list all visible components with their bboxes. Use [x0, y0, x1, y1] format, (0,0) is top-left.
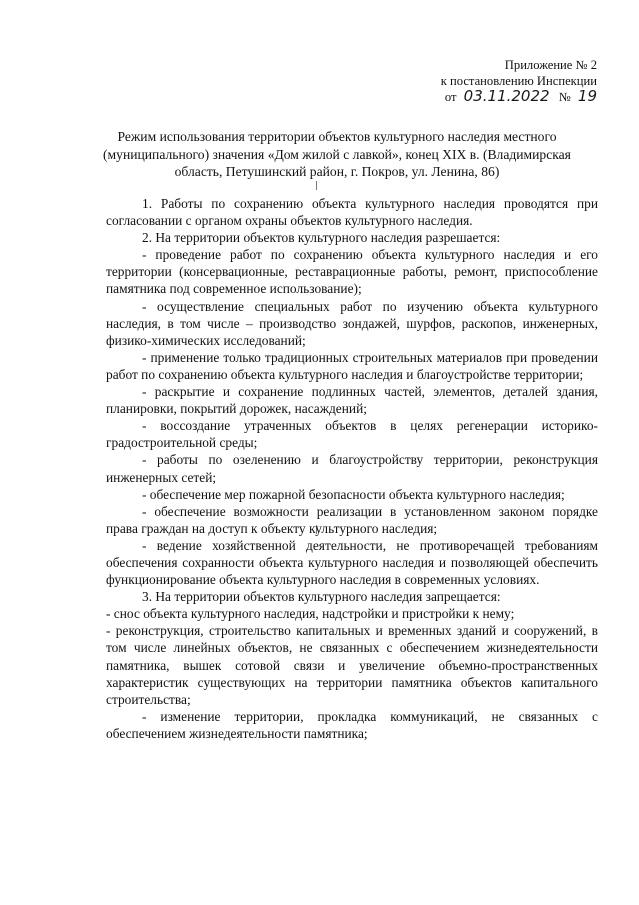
- number-label: №: [558, 90, 571, 104]
- document-body: [106, 195, 598, 742]
- list-item: - реконструкция, строительство капитальных и временных зданий и сооружений, в том числе линейных объектов, не связанных с обеспечением жизнедеятельности памятника, вышек сотовой связи и увеличение объемно-пространственных характеристик существующих на территории памятника объектов капитального строительства;: [106, 623, 598, 707]
- list-item: - воссоздание утраченных объектов в целях регенерации историко-градостроительной среды;: [106, 418, 598, 451]
- paragraph-1: 1. Работы по сохранению объекта культурного наследия проводятся при согласовании с органом охраны объектов культурного наследия.: [106, 196, 598, 229]
- list-item: - применение только традиционных строительных материалов при проведении работ по сохранению объекта культурного наследия и благоустройстве территории;: [106, 349, 598, 382]
- scan-mark: [316, 181, 317, 190]
- paragraph-2-heading: 2. На территории объектов культурного наследия разрешается:: [142, 230, 501, 246]
- list-item: - осуществление специальных работ по изучению объекта культурного наследия, в том числе – производство зондажей, шурфов, раскопов, инженерных, физико-химических исследований;: [106, 298, 598, 348]
- list-item: - ведение хозяйственной деятельности, не противоречащей требованиям обеспечения сохранности объекта культурного наследия и позволяющей обеспечить функционирование объекта культурного наследия в современных условиях.: [106, 537, 598, 588]
- resolution-reference: к постановлению Инспекции: [440, 73, 597, 88]
- list-item: - обеспечение возможности реализации в установленном законом порядке права граждан на доступ к объекту культурного наследия;: [106, 503, 598, 536]
- attachment-label: Приложение № 2: [504, 58, 597, 72]
- list-item: - изменение территории, прокладка коммуникаций, не связанных с обеспечением жизнедеятельности памятника;: [106, 708, 598, 741]
- date-number-line: [441, 89, 597, 106]
- handwritten-number: 19: [577, 87, 597, 105]
- list-item: - обеспечение мер пожарной безопасности объекта культурного наследия;: [142, 486, 565, 502]
- paragraph-3-heading: 3. На территории объектов культурного наследия запрещается:: [142, 589, 501, 605]
- list-item: - проведение работ по сохранению объекта культурного наследия и его территории (консервационные, реставрационные работы, ремонт, приспособление памятника под современное использование);: [106, 247, 598, 297]
- attachment-header: [441, 58, 597, 106]
- list-item: - раскрытие и сохранение подлинных частей, элементов, деталей здания, планировки, покрытий дорожек, насаждений;: [106, 384, 598, 417]
- document-title: Режим использования территории объектов культурного наследия местного (муниципального) значения «Дом жилой с лавкой», конец XIX в. (Владимирская область, Петушинский район, г. Покров, ул. Ленина, 86): [103, 129, 571, 179]
- list-item: - снос объекта культурного наследия, надстройки и пристройки к нему;: [106, 606, 515, 622]
- handwritten-date: 03.11.2022: [463, 87, 550, 105]
- date-prefix: от: [444, 90, 457, 104]
- list-item: - работы по озеленению и благоустройству территории, реконструкция инженерных сетей;: [106, 452, 598, 485]
